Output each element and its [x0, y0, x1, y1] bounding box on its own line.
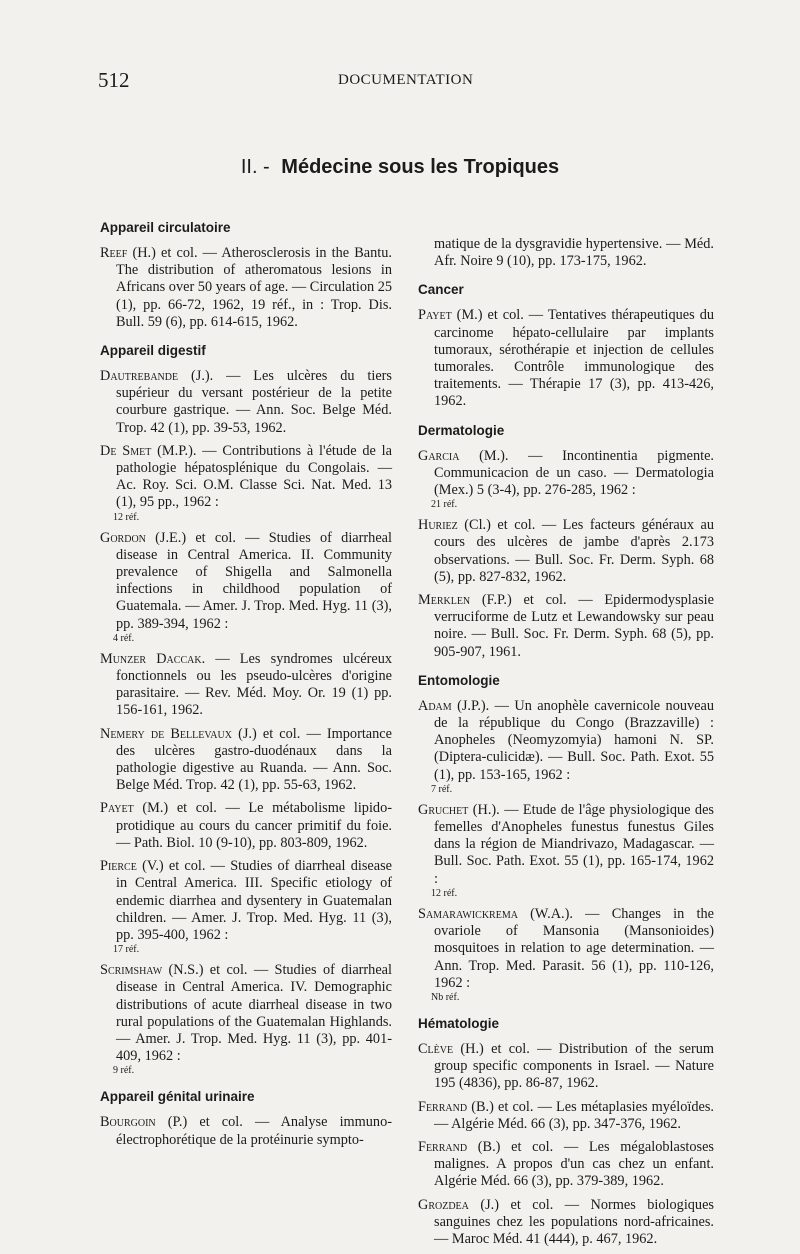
entry-text: (Cl.) et col. — Les facteurs généraux au cours des ulcères de jambe d'après 2.173 observations. — Bull. Soc. Fr. Derm. Syph. 68 (5), pp. 827-832, 1962. [434, 517, 714, 585]
section-title [0, 156, 800, 179]
bibliography-entry [418, 1099, 714, 1133]
entry-text: (N.S.) et col. — Studies of diarrheal disease in Central America. IV. Demographic distributions of acute diarrheal disease in two rural populations of the Guatemalan Highlands. — Amer. J. Trop. Med. Hyg. 11 (3), pp. 401-409, 1962 : [116, 962, 392, 1065]
bibliography-entry [418, 906, 714, 1004]
bibliography-entry [418, 802, 714, 900]
entry-author: Clève [418, 1040, 454, 1057]
bibliography-entry [100, 245, 392, 331]
bibliography-entry [418, 1041, 714, 1093]
category-heading: Entomologie [418, 672, 500, 688]
section-title-text: Médecine sous les Tropiques [281, 156, 560, 178]
entry-author: Reef [100, 245, 128, 261]
category-heading: Appareil circulatoire [100, 220, 231, 235]
bibliography-entry [418, 1139, 714, 1191]
category-heading: Dermatologie [418, 422, 505, 438]
entry-text: . — Les syndromes ulcéreux fonctionnels ou les pseudo-ulcères d'origine parasitaire. — Rev. Méd. Moy. Or. 19 (1) pp. 156-161, 1962. [116, 650, 392, 719]
entry-ref-count: 12 réf. [113, 511, 140, 523]
entry-text: (H.) et col. — Distribution of the serum group specific components in Israel. — Nature 195 (4836), pp. 86-87, 1962. [434, 1040, 714, 1092]
entry-author: Ferrand [418, 1098, 468, 1115]
entry-author: Ferrand [418, 1138, 468, 1155]
right-column [418, 236, 714, 1254]
bibliography-entry [100, 368, 392, 437]
bibliography-entry [100, 443, 392, 524]
continued-entry: matique de la dysgravidie hypertensive. — Méd. Afr. Noire 9 (10), pp. 173-175, 1962. [434, 236, 714, 270]
entry-text: (P.) et col. — Analyse immuno-électrophorétique de la protéinurie sympto- [116, 1114, 392, 1148]
category-heading: Cancer [418, 282, 464, 298]
entry-author: Gordon [100, 529, 146, 546]
entry-ref-count: 7 réf. [431, 783, 453, 795]
entry-text: (F.P.) et col. — Epidermodysplasie verruciforme de Lutz et Lewandowsky sur peau noire. — Bull. Soc. Fr. Derm. Syph. 68 (5), pp. 905-907, 1961. [434, 592, 714, 660]
bibliography-entry [418, 307, 714, 410]
entry-ref-count: 17 réf. [113, 944, 140, 956]
entry-text: (M.) et col. — Le métabolisme lipido-protidique au cours du cancer primitif du foie. — Path. Biol. 10 (9-10), pp. 803-809, 1962. [116, 800, 392, 851]
right-sections [418, 282, 714, 1248]
entry-author: Samarawickrema [418, 905, 518, 922]
entry-ref-count: 4 réf. [113, 632, 135, 644]
bibliography-entry [100, 726, 392, 795]
bibliography-entry [418, 517, 714, 586]
entry-text: (J.) et col. — Importance des ulcères gastro-duodénaux dans la pathologie digestive au Ruanda. — Ann. Soc. Belge Méd. Trop. 42 (1), pp. 55-63, 1962. [116, 725, 392, 794]
entry-text: (J.E.) et col. — Studies of diarrheal disease in Central America. II. Community prevalence of Shigella and Salmonella infections in childhood population of Guatemala. — Amer. J. Trop. Med. Hyg. 11 (3), pp. 389-394, 1962 : [116, 529, 392, 632]
entry-ref-count: Nb réf. [431, 991, 460, 1003]
entry-text: (B.) et col. — Les mégaloblastoses malignes. A propos d'un cas chez un enfant. Algérie Méd. 66 (3), pp. 379-389, 1962. [434, 1138, 714, 1190]
entry-text: (M.) et col. — Tentatives thérapeutiques du carcinome hépato-cellulaire par implants tumoraux, sérothérapie et injection de cellules tumorales. Contrôle immunologique des traitements. — Thérapie 17 (3), pp. 413-426, 1962. [434, 307, 714, 410]
entry-author: Garcia [418, 447, 460, 464]
entry-author: Scrimshaw [100, 962, 163, 979]
bibliography-entry [418, 1197, 714, 1249]
entry-ref-count: 12 réf. [431, 887, 458, 899]
entry-author: Munzer Daccak [100, 650, 202, 667]
entry-text: (J.P.). — Un anophèle cavernicole nouveau de la république du Congo (Brazzaville) : Anopheles (Neomyzomyia) hamoni N. SP. (Diptera-culicidæ). — Bull. Soc. Path. Exot. 55 (1), pp. 153-165, 1962 : [434, 697, 714, 783]
entry-author: Huriez [418, 517, 458, 534]
bibliography-entry [100, 1114, 392, 1148]
entry-text: (V.) et col. — Studies of diarrheal disease in Central America. III. Specific etiology of endemic diarrhea and dysentery in Guatemalan children. — Amer. J. Trop. Med. Hyg. 11 (3), pp. 395-400, 1962 : [116, 858, 392, 943]
left-column [100, 220, 392, 1155]
entry-text: (H.) et col. — Atherosclerosis in the Bantu. The distribution of atheromatous lesions in Africans over 50 years of age. — Circulation 25 (1), pp. 66-72, 1962, 19 réf., in : Trop. Dis. Bull. 59 (6), pp. 614-615, 1962. [116, 245, 392, 330]
bibliography-entry [418, 448, 714, 512]
entry-author: Bourgoin [100, 1114, 156, 1131]
category-heading: Hématologie [418, 1015, 500, 1031]
entry-author: Adam [418, 697, 452, 714]
entry-text: (H.). — Etude de l'âge physiologique des femelles d'Anopheles funestus funestus Giles dans la région de Miandrivazo, Madagascar. — Bull. Soc. Path. Exot. 55 (1), pp. 165-174, 1962 : [434, 801, 714, 887]
bibliography-entry [418, 592, 714, 661]
entry-author: De Smet [100, 442, 152, 459]
entry-ref-count: 9 réf. [113, 1065, 135, 1077]
running-title: DOCUMENTATION [338, 72, 474, 88]
entry-author: Merklen [418, 592, 471, 609]
entry-text: (M.). — Incontinentia pigmente. Communicacion de un caso. — Dermatologia (Mex.) 5 (3-4), pp. 276-285, 1962 : [434, 447, 714, 499]
page-number: 512 [98, 68, 130, 92]
entry-author: Grozdea [418, 1196, 469, 1213]
bibliography-entry [418, 698, 714, 796]
bibliography-entry [100, 530, 392, 645]
bibliography-entry [100, 962, 392, 1077]
category-heading: Appareil digestif [100, 343, 206, 359]
entry-author: Payet [100, 800, 134, 817]
entry-text: (J.). — Les ulcères du tiers supérieur du versant postérieur de la petite courbure gastrique. — Ann. Soc. Belge Méd. Trop. 42 (1), pp. 39-53, 1962. [116, 368, 392, 436]
entry-author: Pierce [100, 858, 137, 875]
bibliography-entry [100, 858, 392, 956]
bibliography-entry [100, 651, 392, 720]
entry-author: Dautrebande [100, 368, 179, 385]
entry-author: Nemery de Bellevaux [100, 725, 232, 742]
section-number: II. - [240, 156, 270, 178]
entry-text: (W.A.). — Changes in the ovariole of Mansonia (Mansonioides) mosquitoes in relation to age determination. — Ann. Trop. Med. Parasit. 56 (1), pp. 110-126, 1962 : [434, 905, 714, 991]
entry-ref-count: 21 réf. [431, 499, 458, 511]
entry-author: Payet [418, 307, 452, 324]
entry-author: Gruchet [418, 801, 469, 818]
entry-text: (M.P.). — Contributions à l'étude de la pathologie hépatosplénique du Congolais. — Ac. Roy. Sci. O.M. Classe Sci. Nat. Med. 13 (1), 95 pp., 1962 : [116, 442, 392, 511]
category-heading: Appareil génital urinaire [100, 1089, 255, 1105]
entry-text: (B.) et col. — Les métaplasies myéloïdes. — Algérie Méd. 66 (3), pp. 347-376, 1962. [434, 1098, 714, 1132]
bibliography-entry [100, 800, 392, 852]
entry-text: (J.) et col. — Normes biologiques sanguines chez les populations nord-africaines. — Maroc Méd. 41 (444), p. 467, 1962. [434, 1196, 714, 1247]
